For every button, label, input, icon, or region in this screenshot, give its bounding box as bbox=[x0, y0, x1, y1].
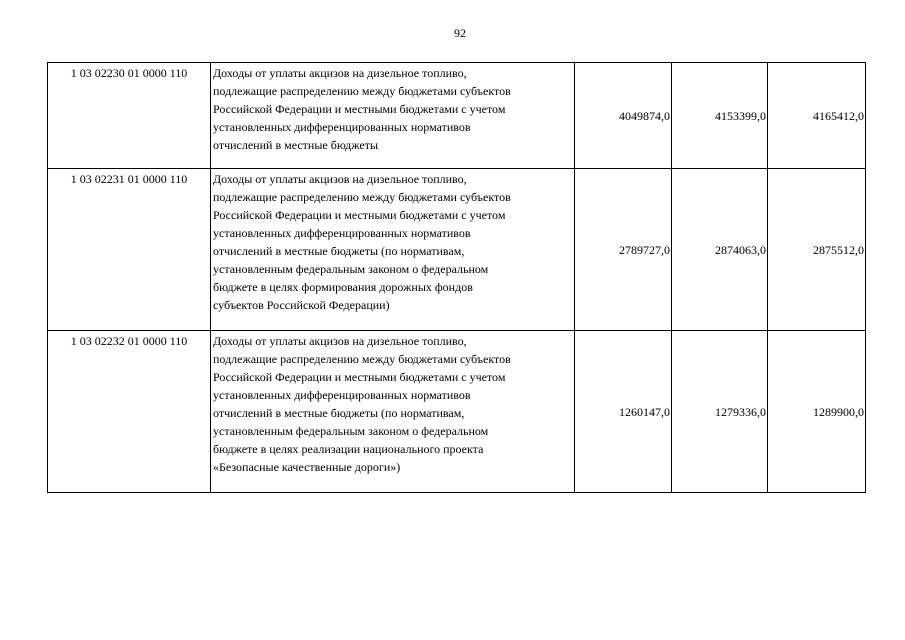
description-cell bbox=[211, 169, 575, 331]
amount-year-3: 1289900,0 bbox=[813, 404, 864, 419]
amount-year-3: 2875512,0 bbox=[813, 242, 864, 257]
amount-year-1: 4049874,0 bbox=[619, 108, 670, 123]
amount-year-3-cell bbox=[768, 331, 866, 493]
budget-code: 1 03 02232 01 0000 110 bbox=[70, 334, 188, 348]
description-cell bbox=[211, 63, 575, 169]
table-row bbox=[48, 169, 866, 331]
description-cell bbox=[211, 331, 575, 493]
revenue-table bbox=[47, 62, 866, 493]
revenue-description: Доходы от уплаты акцизов на дизельное топливо, подлежащие распределению между бюджетами субъектов Российской Федерации и местными бюджетами с учетом установленных дифференцированных нормативов отчислений в местные бюджеты (по нормативам, установленным федеральным законом о федеральном бюджете в целях реализации национального проекта «Безопасные качественные дороги») bbox=[213, 334, 511, 474]
amount-year-1: 1260147,0 bbox=[619, 404, 670, 419]
budget-code-cell bbox=[48, 169, 211, 331]
budget-code: 1 03 02230 01 0000 110 bbox=[70, 66, 188, 80]
amount-year-1-cell bbox=[575, 331, 672, 493]
amount-year-2-cell bbox=[672, 63, 768, 169]
budget-code-cell bbox=[48, 63, 211, 169]
revenue-description: Доходы от уплаты акцизов на дизельное топливо, подлежащие распределению между бюджетами субъектов Российской Федерации и местными бюджетами с учетом установленных дифференцированных нормативов отчислений в местные бюджеты (по нормативам, установленным федеральным законом о федеральном бюджете в целях формирования дорожных фондов субъектов Российской Федерации) bbox=[213, 172, 511, 312]
budget-code-cell bbox=[48, 331, 211, 493]
amount-year-2: 1279336,0 bbox=[715, 404, 766, 419]
amount-year-3: 4165412,0 bbox=[813, 108, 864, 123]
amount-year-1-cell bbox=[575, 169, 672, 331]
revenue-description: Доходы от уплаты акцизов на дизельное топливо, подлежащие распределению между бюджетами субъектов Российской Федерации и местными бюджетами с учетом установленных дифференцированных нормативов отчислений в местные бюджеты bbox=[213, 66, 511, 152]
amount-year-2-cell bbox=[672, 331, 768, 493]
amount-year-3-cell bbox=[768, 63, 866, 169]
amount-year-2: 4153399,0 bbox=[715, 108, 766, 123]
amount-year-3-cell bbox=[768, 169, 866, 331]
amount-year-2-cell bbox=[672, 169, 768, 331]
budget-code: 1 03 02231 01 0000 110 bbox=[70, 172, 188, 186]
amount-year-2: 2874063,0 bbox=[715, 242, 766, 257]
amount-year-1: 2789727,0 bbox=[619, 242, 670, 257]
amount-year-1-cell bbox=[575, 63, 672, 169]
table-row bbox=[48, 331, 866, 493]
table-row bbox=[48, 63, 866, 169]
page-number: 92 bbox=[454, 26, 466, 40]
